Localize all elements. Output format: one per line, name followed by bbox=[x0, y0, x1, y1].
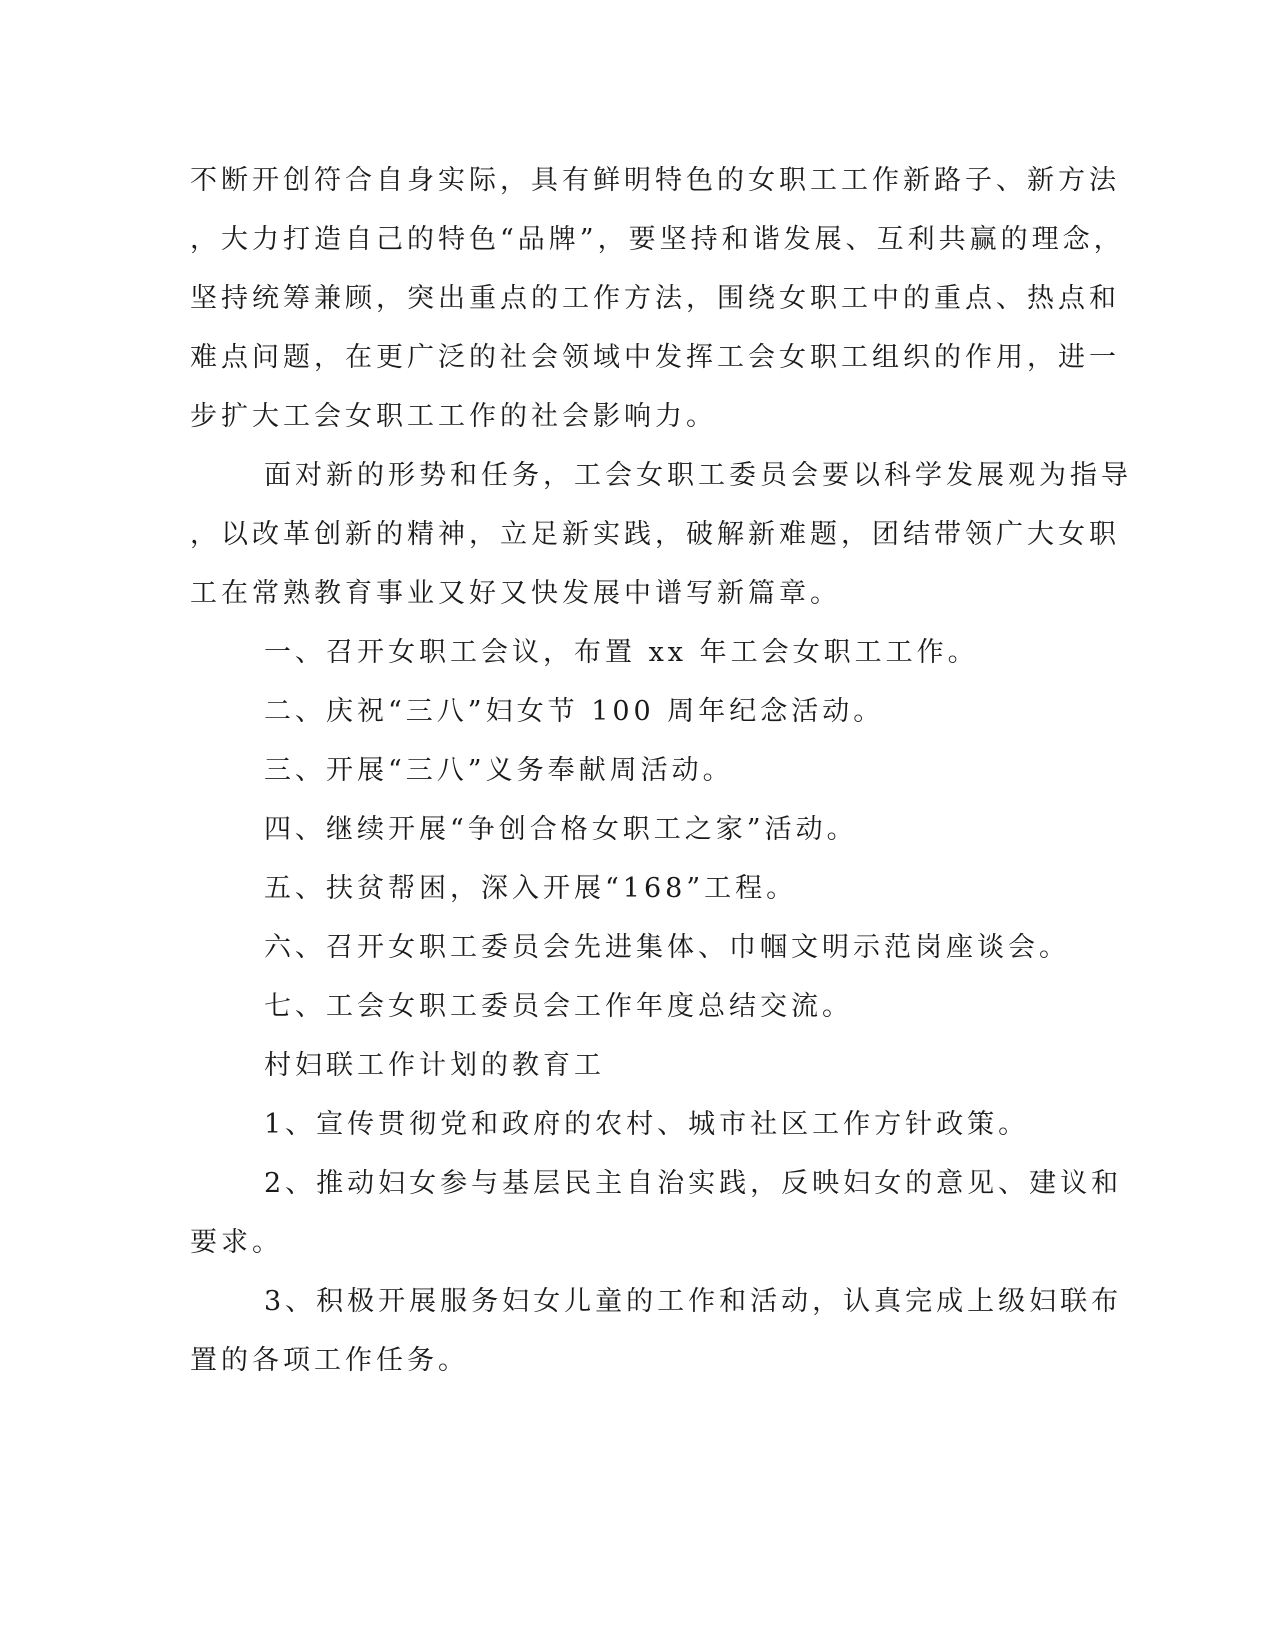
list-item: 五、扶贫帮困，深入开展“168”工程。 bbox=[264, 873, 798, 904]
paragraph-line: 步扩大工会女职工工作的社会影响力。 bbox=[190, 401, 717, 432]
paragraph-line: 难点问题，在更广泛的社会领域中发挥工会女职工组织的作用，进一 bbox=[190, 342, 1120, 373]
paragraph-line: 坚持统筹兼顾，突出重点的工作方法，围绕女职工中的重点、热点和 bbox=[190, 283, 1120, 314]
paragraph-line: 不断开创符合自身实际，具有鲜明特色的女职工工作新路子、新方法 bbox=[190, 165, 1120, 196]
paragraph-line: 置的各项工作任务。 bbox=[190, 1345, 469, 1376]
list-item: 四、继续开展“争创合格女职工之家”活动。 bbox=[264, 814, 858, 845]
section-heading: 村妇联工作计划的教育工 bbox=[264, 1050, 605, 1081]
list-item: 三、开展“三八”义务奉献周活动。 bbox=[264, 755, 734, 786]
list-item: 3、积极开展服务妇女儿童的工作和活动，认真完成上级妇联布 bbox=[264, 1286, 1123, 1317]
list-item: 二、庆祝“三八”妇女节 100 周年纪念活动。 bbox=[264, 696, 885, 727]
paragraph-line: 面对新的形势和任务，工会女职工委员会要以科学发展观为指导 bbox=[264, 460, 1132, 491]
paragraph-line: 要求。 bbox=[190, 1227, 283, 1258]
paragraph-line: ，以改革创新的精神，立足新实践，破解新难题，团结带领广大女职 bbox=[190, 519, 1120, 550]
list-item: 七、工会女职工委员会工作年度总结交流。 bbox=[264, 991, 853, 1022]
list-item: 2、推动妇女参与基层民主自治实践，反映妇女的意见、建议和 bbox=[264, 1168, 1123, 1199]
list-item: 1、宣传贯彻党和政府的农村、城市社区工作方针政策。 bbox=[264, 1109, 1030, 1140]
paragraph-line: ，大力打造自己的特色“品牌”，要坚持和谐发展、互利共赢的理念， bbox=[190, 224, 1125, 255]
list-item: 一、召开女职工会议，布置 xx 年工会女职工工作。 bbox=[264, 637, 979, 668]
list-item: 六、召开女职工委员会先进集体、巾帼文明示范岗座谈会。 bbox=[264, 932, 1070, 963]
paragraph-line: 工在常熟教育事业又好又快发展中谱写新篇章。 bbox=[190, 578, 841, 609]
